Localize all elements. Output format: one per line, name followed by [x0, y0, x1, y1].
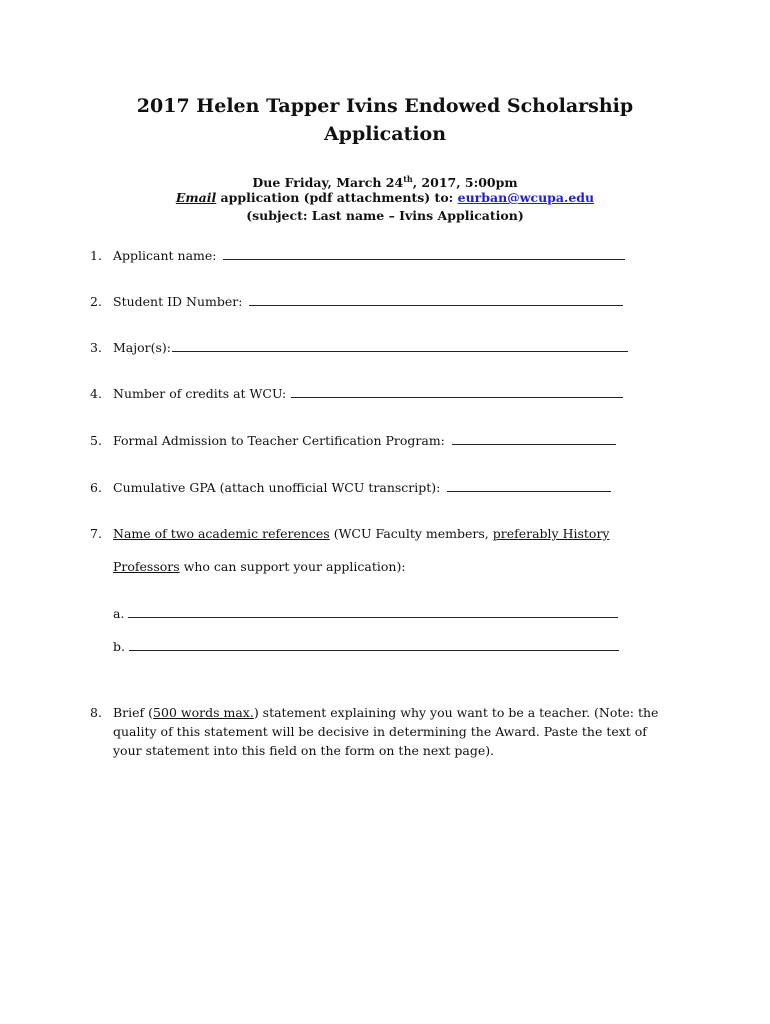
- field-cumulative-gpa: [90, 478, 611, 497]
- references-label-mid: (WCU Faculty members,: [329, 526, 493, 541]
- statement-word-limit: 500 words max.: [153, 705, 254, 720]
- field-student-id: [90, 292, 623, 311]
- credits-blank[interactable]: [291, 385, 623, 398]
- references-label-rest: who can support your application):: [179, 559, 406, 574]
- field-label: Cumulative GPA (attach unofficial WCU transcript):: [113, 480, 441, 495]
- field-label: Major(s):: [113, 340, 172, 355]
- references-label-line2: [113, 557, 406, 576]
- field-formal-admission: [90, 431, 616, 450]
- item-number: 2.: [90, 294, 102, 309]
- field-references: [90, 524, 610, 543]
- field-majors: [90, 338, 628, 357]
- statement-instructions: [113, 703, 673, 760]
- reference-b-blank[interactable]: [129, 638, 619, 651]
- item-number: 1.: [90, 248, 102, 263]
- subject-line: (subject: Last name – Ivins Application): [246, 208, 524, 223]
- formal-admission-blank[interactable]: [452, 432, 616, 445]
- email-instruction-text: application (pdf attachments) to:: [216, 190, 458, 205]
- field-label: Number of credits at WCU:: [113, 386, 287, 401]
- statement-brief: Brief (: [113, 705, 154, 720]
- statement-rest: ) statement explaining why you want to be a teacher. (Note: the quality of this statement will be decisive in determining the Award. Paste the text of your statement into this field on the form on the next page).: [113, 705, 659, 758]
- due-date-rest: , 2017, 5:00pm: [412, 175, 518, 190]
- reference-a: [113, 604, 618, 623]
- field-label: Applicant name:: [113, 248, 217, 263]
- applicant-name-blank[interactable]: [223, 247, 625, 260]
- email-link[interactable]: eurban@wcupa.edu: [457, 190, 595, 205]
- student-id-blank[interactable]: [249, 293, 623, 306]
- references-label-preferably: preferably History: [492, 526, 610, 541]
- form-title-line2: Application: [323, 123, 447, 145]
- reference-a-blank[interactable]: [128, 605, 618, 618]
- form-title-line1: 2017 Helen Tapper Ivins Endowed Scholarship: [136, 95, 634, 117]
- item-number: 8.: [90, 705, 102, 720]
- references-label-underlined: Name of two academic references: [113, 526, 330, 541]
- field-label: Student ID Number:: [113, 294, 243, 309]
- reference-a-label: a.: [113, 606, 125, 621]
- item-number: 7.: [90, 526, 102, 541]
- majors-blank[interactable]: [172, 339, 628, 352]
- references-professors: Professors: [113, 559, 180, 574]
- field-applicant-name: [90, 246, 625, 265]
- field-credits: [90, 384, 623, 403]
- item-number: 5.: [90, 433, 102, 448]
- due-date-prefix: Due Friday, March 24: [252, 175, 404, 190]
- field-statement-number: [90, 703, 113, 722]
- email-word: Email: [175, 190, 217, 205]
- item-number: 3.: [90, 340, 102, 355]
- field-label: Formal Admission to Teacher Certification Program:: [113, 433, 445, 448]
- reference-b: [113, 637, 619, 656]
- email-instruction-line: [0, 189, 770, 207]
- item-number: 6.: [90, 480, 102, 495]
- gpa-blank[interactable]: [447, 479, 611, 492]
- due-date-suffix-sup: th: [403, 174, 413, 184]
- item-number: 4.: [90, 386, 102, 401]
- reference-b-label: b.: [113, 639, 125, 654]
